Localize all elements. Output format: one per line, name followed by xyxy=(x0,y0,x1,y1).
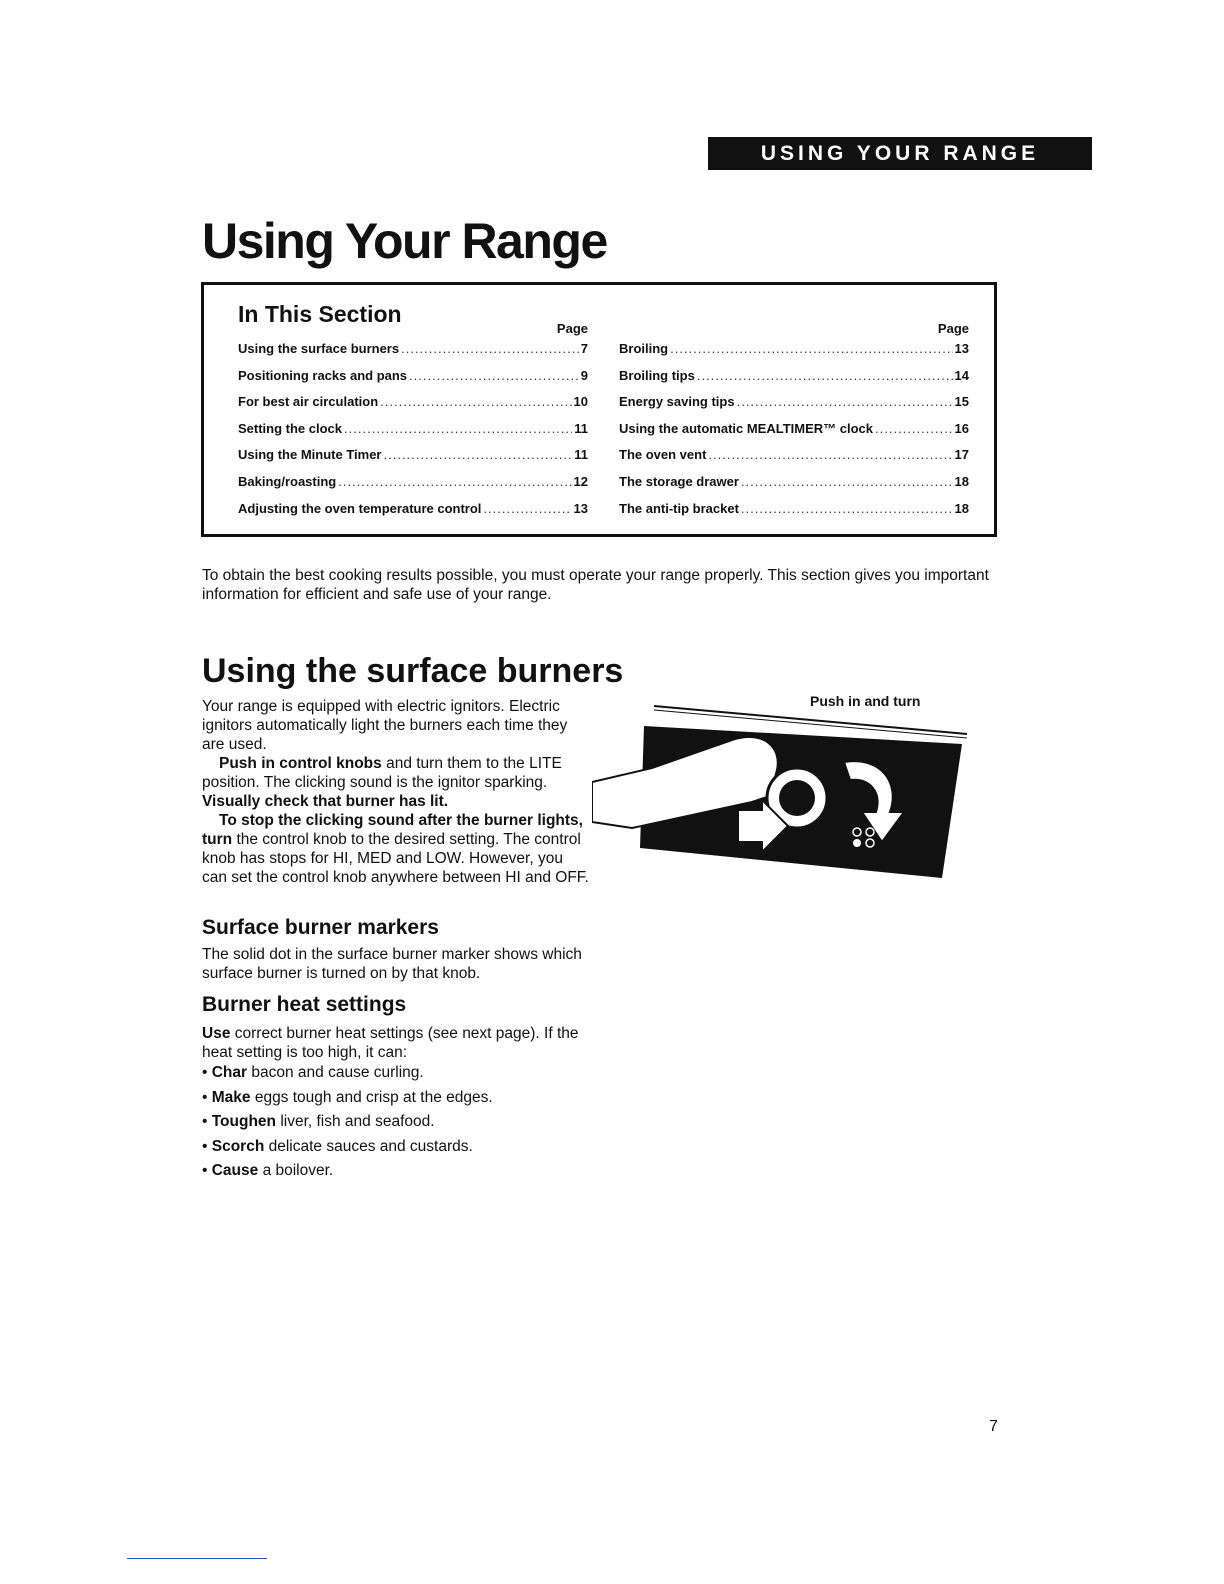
control-knob-illustration xyxy=(592,700,972,885)
page-title: Using Your Range xyxy=(202,213,607,269)
heat-warning-list xyxy=(202,1064,493,1187)
toc-page: 11 xyxy=(574,420,588,436)
toc-label: The storage drawer xyxy=(619,473,739,489)
list-item xyxy=(202,1089,493,1114)
toc-page-header: Page xyxy=(937,321,969,336)
toc-row[interactable] xyxy=(619,394,969,421)
body-text: the control knob to the desired setting. The control knob has stops for HI, MED and LOW. However, you can set the control knob anywhere between HI and OFF. xyxy=(202,831,589,886)
body-text: a boilover. xyxy=(258,1162,334,1179)
footer-divider xyxy=(127,1558,267,1559)
toc-page: 14 xyxy=(954,367,969,383)
marker-dot-icon xyxy=(853,839,861,847)
toc-page: 13 xyxy=(573,500,588,516)
toc-box xyxy=(201,282,997,537)
toc-page: 11 xyxy=(574,447,588,463)
list-item xyxy=(202,1138,493,1163)
toc-row[interactable] xyxy=(619,368,969,395)
bold-text: To stop the clicking sound after the burner lights, turn xyxy=(202,812,583,848)
toc-page: 7 xyxy=(580,341,588,356)
toc-label: The anti-tip bracket xyxy=(619,500,739,516)
toc-label: Broiling xyxy=(619,341,669,356)
list-item xyxy=(202,1113,493,1138)
toc-row[interactable] xyxy=(238,501,588,528)
section-banner: USING YOUR RANGE xyxy=(708,137,1092,170)
bold-text: Scorch xyxy=(211,1137,265,1155)
bold-text: Visually check that burner has lit. xyxy=(202,793,449,810)
markers-heading: Surface burner markers xyxy=(202,916,439,939)
toc-row[interactable] xyxy=(238,341,588,368)
toc-page-header: Page xyxy=(556,321,588,336)
toc-page: 18 xyxy=(954,473,969,489)
toc-label: Positioning racks and pans xyxy=(238,367,408,383)
bold-text: Cause xyxy=(211,1162,259,1179)
body-text: correct burner heat settings (see next page). If the heat setting is too high, it can: xyxy=(202,1025,579,1061)
burners-paragraph-3 xyxy=(202,811,592,887)
toc-left-column xyxy=(238,321,588,527)
toc-page: 18 xyxy=(954,500,969,516)
toc-right-column xyxy=(619,321,969,527)
toc-row[interactable] xyxy=(238,447,588,474)
toc-heading: In This Section xyxy=(238,301,402,327)
toc-page: 15 xyxy=(954,394,969,410)
toc-label: Broiling tips xyxy=(619,367,695,383)
toc-label: Using the Minute Timer xyxy=(238,447,382,463)
body-text: and turn them to the LITE position. The clicking sound is the ignitor sparking. xyxy=(202,755,562,791)
toc-page: 13 xyxy=(954,341,969,356)
surface-burners-heading: Using the surface burners xyxy=(202,652,624,690)
toc-page: 17 xyxy=(954,447,969,463)
page-number: 7 xyxy=(989,1418,998,1435)
toc-page: 9 xyxy=(580,367,588,383)
toc-label: For best air circulation xyxy=(238,394,379,410)
toc-label: Adjusting the oven temperature control xyxy=(238,500,482,516)
toc-label: Using the surface burners xyxy=(238,341,400,356)
toc-label: The oven vent xyxy=(619,447,707,463)
bold-text: Char xyxy=(211,1064,248,1081)
toc-row[interactable] xyxy=(238,368,588,395)
body-text: bacon and cause curling. xyxy=(247,1064,424,1081)
toc-row[interactable] xyxy=(238,394,588,421)
figure-caption: Push in and turn xyxy=(810,693,921,709)
list-item xyxy=(202,1064,493,1089)
burners-paragraph-1: Your range is equipped with electric ignitors. Electric ignitors automatically light the burners each time they are used. xyxy=(202,698,568,753)
toc-page: 10 xyxy=(573,394,588,410)
toc-row[interactable] xyxy=(238,474,588,501)
knob-center xyxy=(779,780,815,816)
toc-row[interactable] xyxy=(619,421,969,448)
list-item xyxy=(202,1162,493,1187)
bold-text: Push in control knobs xyxy=(219,755,382,772)
bold-text: Make xyxy=(211,1088,251,1106)
toc-row[interactable] xyxy=(619,474,969,501)
body-text: delicate sauces and custards. xyxy=(264,1137,473,1155)
toc-row[interactable] xyxy=(619,341,969,368)
burners-paragraph-2 xyxy=(202,754,592,811)
toc-label: Energy saving tips xyxy=(619,394,735,410)
body-text: liver, fish and seafood. xyxy=(276,1113,435,1130)
heat-intro-paragraph xyxy=(202,1024,592,1062)
bold-text: Use xyxy=(202,1025,231,1042)
toc-label: Baking/roasting xyxy=(238,473,337,489)
toc-row[interactable] xyxy=(619,501,969,528)
toc-label: Using the automatic MEALTIMER™ clock xyxy=(619,420,874,436)
markers-paragraph: The solid dot in the surface burner marker shows which surface burner is turned on by that knob. xyxy=(202,946,582,982)
body-text: eggs tough and crisp at the edges. xyxy=(250,1088,493,1106)
intro-paragraph: To obtain the best cooking results possible, you must operate your range properly. This section gives you important information for efficient and safe use of your range. xyxy=(202,567,989,603)
bold-text: Toughen xyxy=(211,1113,277,1130)
toc-label: Setting the clock xyxy=(238,420,343,436)
toc-page: 12 xyxy=(573,473,588,489)
toc-row[interactable] xyxy=(619,447,969,474)
heat-settings-heading: Burner heat settings xyxy=(202,993,407,1016)
toc-row[interactable] xyxy=(238,421,588,448)
toc-page: 16 xyxy=(954,420,969,436)
